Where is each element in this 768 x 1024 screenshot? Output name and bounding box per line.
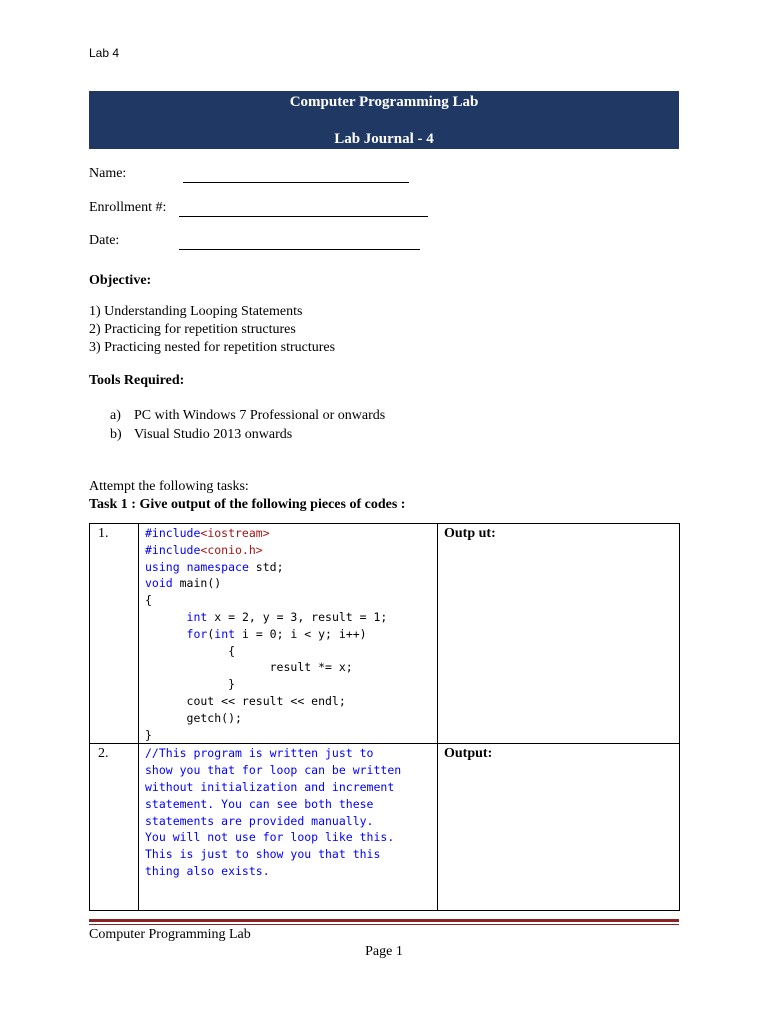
- code-line: statement. You can see both these: [145, 796, 374, 811]
- code-line: statements are provided manually.: [145, 813, 374, 828]
- date-line[interactable]: [179, 233, 420, 251]
- tools-item-marker: a): [110, 408, 121, 423]
- output-label: Outp ut:: [444, 526, 496, 541]
- task1-heading: Task 1 : Give output of the following pieces of codes :: [89, 497, 406, 512]
- code-block: [139, 524, 437, 743]
- output-cell[interactable]: [438, 744, 680, 911]
- code-line: cout << result << endl;: [145, 693, 346, 708]
- code-line: using namespace std;: [145, 559, 284, 574]
- task-number: 1.: [90, 524, 139, 744]
- code-line: }: [145, 727, 152, 742]
- code-line: #include<iostream>: [145, 526, 270, 540]
- task-row: [90, 524, 680, 744]
- tools-item: [110, 406, 385, 425]
- objective-list: [89, 303, 335, 357]
- tools-item: [110, 425, 385, 444]
- title-banner: [89, 91, 679, 149]
- tools-item-marker: b): [110, 427, 122, 442]
- tools-list: [110, 406, 385, 444]
- objective-item: 3) Practicing nested for repetition structures: [89, 340, 336, 355]
- code-line: int x = 2, y = 3, result = 1;: [186, 609, 388, 624]
- code-line: getch();: [145, 710, 242, 725]
- tools-item-text: PC with Windows 7 Professional or onwards: [134, 408, 386, 423]
- code-cell: [139, 524, 438, 744]
- tools-item-text: Visual Studio 2013 onwards: [134, 427, 293, 442]
- task-number: 2.: [90, 744, 139, 911]
- code-line: #include<conio.h>: [145, 542, 263, 557]
- banner-title: Computer Programming Lab: [289, 94, 479, 110]
- objective-item: 2) Practicing for repetition structures: [89, 322, 296, 337]
- date-label: Date:: [89, 233, 120, 248]
- task-table: [89, 523, 680, 911]
- code-line: This is just to show you that this: [145, 847, 381, 862]
- code-line: void main(): [145, 576, 222, 591]
- name-line[interactable]: [183, 166, 409, 184]
- code-line: thing also exists.: [145, 863, 270, 878]
- enrollment-line[interactable]: [179, 200, 428, 218]
- tools-heading: Tools Required:: [89, 373, 185, 388]
- page-header-label: Lab 4: [89, 46, 120, 60]
- code-line: result *= x;: [145, 660, 353, 675]
- code-line: without initialization and increment: [145, 779, 395, 794]
- code-line: {: [145, 643, 236, 658]
- code-block: [139, 744, 437, 879]
- date-field: [89, 233, 119, 249]
- code-line: for(int i = 0; i < y; i++): [186, 626, 367, 641]
- footer-divider: [89, 919, 679, 922]
- name-field: [89, 166, 126, 182]
- objective-heading: Objective:: [89, 273, 152, 288]
- objective-item: 1) Understanding Looping Statements: [89, 304, 303, 319]
- name-label: Name:: [89, 166, 127, 181]
- code-line: //This program is written just to: [145, 746, 374, 761]
- code-line: show you that for loop can be written: [145, 763, 402, 778]
- footer-divider-thin: [89, 924, 679, 925]
- code-line: }: [145, 677, 236, 692]
- code-cell: [139, 744, 438, 911]
- code-line: {: [145, 593, 152, 608]
- enrollment-field: [89, 200, 166, 216]
- enrollment-label: Enrollment #:: [89, 200, 167, 215]
- output-cell[interactable]: [438, 524, 680, 744]
- page-number: Page 1: [365, 944, 403, 959]
- code-line: You will not use for loop like this.: [145, 830, 395, 845]
- instructions-text: Attempt the following tasks:: [89, 479, 249, 494]
- footer-text: Computer Programming Lab: [89, 927, 251, 942]
- task-row: [90, 744, 680, 911]
- banner-subtitle: Lab Journal - 4: [334, 131, 434, 147]
- output-label: Output:: [444, 746, 493, 762]
